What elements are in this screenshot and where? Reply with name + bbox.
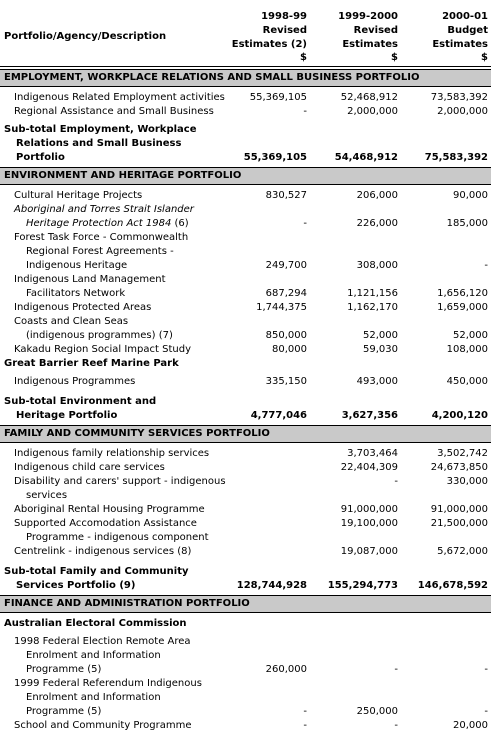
table-row: Forest Task Force - Commonwealth Regional Forest Agreements - Indigenous Heritage 249,700 308,000 - [14, 232, 488, 271]
section-heading-employment: EMPLOYMENT, WORKPLACE RELATIONS AND SMALL BUSINESS PORTFOLIO [0, 69, 491, 87]
table-row: Indigenous Protected Areas 1,744,375 1,162,170 1,659,000 [14, 302, 488, 313]
table-row: Indigenous family relationship services 3,703,464 3,502,742 [14, 448, 488, 459]
table-row: 1999 Federal Referendum Indigenous Enrolment and Information Programme (5) - 250,000 - [14, 678, 488, 717]
column-header-2000-01: 2000-01 Budget Estimates [432, 11, 488, 50]
table-row: Indigenous child care services 22,404,309 24,673,850 [14, 462, 488, 473]
table-body [0, 67, 491, 733]
table-header [0, 0, 491, 67]
currency-unit-col1: $ [300, 52, 307, 63]
table-row: Indigenous Related Employment activities 55,369,105 52,468,912 73,583,392 [14, 92, 488, 103]
table-row: Cultural Heritage Projects 830,527 206,000 90,000 [14, 190, 488, 201]
table-row: Centrelink - indigenous services (8) 19,087,000 5,672,000 [14, 546, 488, 557]
column-header-1999-2000: 1999-2000 Revised Estimates [338, 11, 398, 50]
section-heading-environment: ENVIRONMENT AND HERITAGE PORTFOLIO [0, 167, 491, 185]
section-heading-family: FAMILY AND COMMUNITY SERVICES PORTFOLIO [0, 425, 491, 443]
subtotal-row: Sub-total Family and Community Services Portfolio (9) 128,744,928 155,294,773 146,678,592 [4, 566, 488, 591]
table-row: Regional Assistance and Small Business - 2,000,000 2,000,000 [14, 106, 488, 117]
column-header-1998-99: 1998-99 Revised Estimates (2) [231, 11, 307, 50]
table-row: Indigenous Programmes 335,150 493,000 450,000 [14, 376, 488, 387]
table-row: Coasts and Clean Seas (indigenous programmes) (7) 850,000 52,000 52,000 [14, 316, 488, 341]
table-row: 1998 Federal Election Remote Area Enrolment and Information Programme (5) 260,000 - - [14, 636, 488, 675]
table-row: Indigenous Land Management Facilitators Network 687,294 1,121,156 1,656,120 [14, 274, 488, 299]
agency-heading: Australian Electoral Commission [4, 618, 187, 629]
table-row: Aboriginal Rental Housing Programme 91,000,000 91,000,000 [14, 504, 488, 515]
table-row: Supported Accomodation Assistance Programme - indigenous component 19,100,000 21,500,000 [14, 518, 488, 543]
table-row: School and Community Programme - - 20,000 [14, 720, 488, 731]
table-row: Aboriginal and Torres Strait Islander Heritage Protection Act 1984 (6) - 226,000 185,000 [14, 204, 488, 229]
subtotal-row: Sub-total Employment, Workplace Relations and Small Business Portfolio 55,369,105 54,468,912 75,583,392 [4, 124, 488, 163]
table-row: Kakadu Region Social Impact Study 80,000 59,030 108,000 [14, 344, 488, 355]
currency-unit-col3: $ [481, 52, 488, 63]
table-row: Disability and carers' support - indigenous services - 330,000 [14, 476, 488, 501]
currency-unit-col2: $ [391, 52, 398, 63]
subtotal-row: Sub-total Environment and Heritage Portfolio 4,777,046 3,627,356 4,200,120 [4, 396, 488, 421]
description-column-header: Portfolio/Agency/Description [4, 31, 167, 42]
section-heading-finance: FINANCE AND ADMINISTRATION PORTFOLIO [0, 595, 491, 613]
agency-heading: Great Barrier Reef Marine Park [4, 358, 179, 369]
